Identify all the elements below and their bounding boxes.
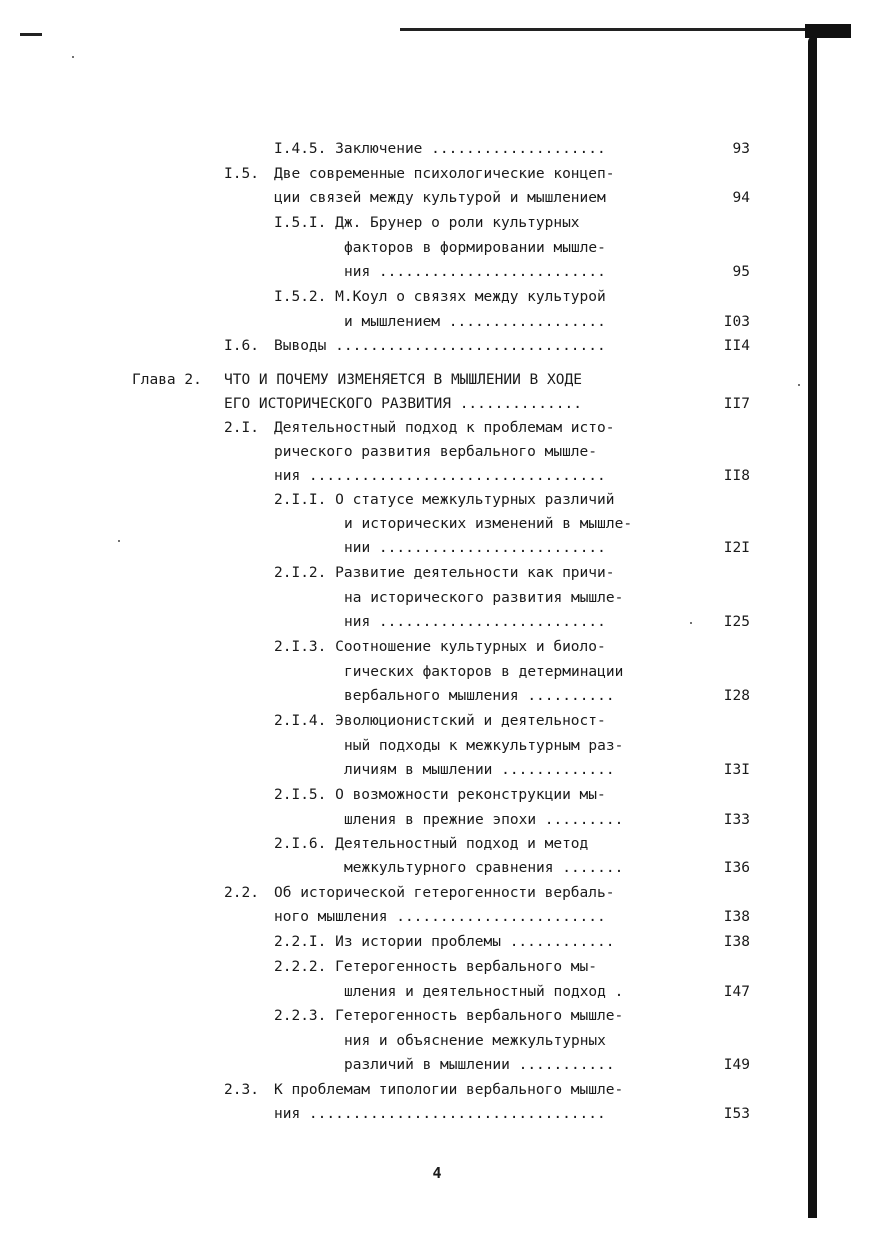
toc-entry — [0, 610, 874, 634]
toc-entry — [0, 310, 874, 334]
toc-entry-number: Глава 2. — [132, 372, 202, 388]
toc-entry-text: 2.2.3. Гетерогенность вербального мышле- — [274, 1008, 624, 1024]
scan-mark — [20, 33, 42, 36]
toc-entry-text: К проблемам типологии вербального мышле- — [274, 1082, 624, 1098]
scan-edge-top — [400, 28, 820, 31]
toc-entry-text: ния .................................. — [274, 1106, 606, 1122]
toc-entry — [0, 832, 874, 856]
toc-entry-page: II8 — [723, 468, 750, 484]
toc-entry-text: ния .......................... — [344, 264, 606, 280]
toc-entry-text: 2.2.I. Из истории проблемы ............ — [274, 934, 615, 950]
toc-entry-number: I.5. — [224, 166, 259, 182]
toc-entry-page: I25 — [723, 614, 750, 630]
page-number: 4 — [432, 1164, 442, 1182]
toc-entry — [0, 709, 874, 733]
toc-entry-number: 2.3. — [224, 1082, 259, 1098]
toc-entry-text: I.4.5. Заключение .................... — [274, 141, 606, 157]
toc-entry — [0, 783, 874, 807]
toc-entry — [0, 1053, 874, 1077]
toc-entry — [0, 488, 874, 512]
toc-entry — [0, 137, 874, 161]
toc-entry — [0, 561, 874, 585]
toc-entry-page: I53 — [723, 1106, 750, 1122]
toc-entry-text: 2.2.2. Гетерогенность вербального мы- — [274, 959, 598, 975]
toc-entry — [0, 368, 874, 392]
toc-entry-text: вербального мышления .......... — [344, 688, 615, 704]
toc-entry — [0, 660, 874, 684]
toc-entry — [0, 684, 874, 708]
toc-entry-text: ЕГО ИСТОРИЧЕСКОГО РАЗВИТИЯ .............. — [224, 396, 582, 412]
toc-entry-text: I.5.I. Дж. Брунер о роли культурных — [274, 215, 580, 231]
toc-entry-page: II7 — [723, 396, 750, 412]
toc-entry-page: I03 — [723, 314, 750, 330]
toc-entry-number: I.6. — [224, 338, 259, 354]
toc-entry-text: I.5.2. М.Коул о связях между культурой — [274, 289, 606, 305]
toc-entry-text: факторов в формировании мышле- — [344, 240, 606, 256]
toc-entry-text: ный подходы к межкультурным раз- — [344, 738, 624, 754]
toc-entry-text: 2.I.2. Развитие деятельности как причи- — [274, 565, 615, 581]
toc-entry-page: I49 — [723, 1057, 750, 1073]
toc-entry-text: различий в мышлении ........... — [344, 1057, 615, 1073]
toc-entry — [0, 930, 874, 954]
toc-entry — [0, 635, 874, 659]
toc-entry-page: 95 — [732, 264, 750, 280]
toc-entry-number: 2.2. — [224, 885, 259, 901]
toc-entry-text: гических факторов в детерминации — [344, 664, 624, 680]
toc-entry-text: шления и деятельностный подход . — [344, 984, 624, 1000]
toc-entry-page: I28 — [723, 688, 750, 704]
toc-entry — [0, 1029, 874, 1053]
toc-entry-page: I3I — [723, 762, 750, 778]
toc-entry — [0, 440, 874, 464]
toc-entry-text: Деятельностный подход к проблемам исто- — [274, 420, 615, 436]
toc-entry — [0, 1102, 874, 1126]
toc-entry-text: 2.I.6. Деятельностный подход и метод — [274, 836, 589, 852]
toc-entry — [0, 392, 874, 416]
toc-entry — [0, 980, 874, 1004]
toc-entry-text: межкультурного сравнения ....... — [344, 860, 624, 876]
toc-entry-page: 94 — [732, 190, 750, 206]
toc-entry — [0, 186, 874, 210]
toc-entry-page: I38 — [723, 934, 750, 950]
toc-entry-number: 2.I. — [224, 420, 259, 436]
toc-entry — [0, 758, 874, 782]
toc-entry-text: Выводы ............................... — [274, 338, 606, 354]
toc-entry-page: 93 — [732, 141, 750, 157]
toc-entry — [0, 536, 874, 560]
toc-entry-text: шления в прежние эпохи ......... — [344, 812, 624, 828]
toc-entry-text: 2.I.5. О возможности реконструкции мы- — [274, 787, 606, 803]
toc-entry-text: рического развития вербального мышле- — [274, 444, 598, 460]
toc-entry-text: ния .................................. — [274, 468, 606, 484]
toc-entry — [0, 1004, 874, 1028]
toc-entry-text: личиям в мышлении ............. — [344, 762, 615, 778]
toc-entry-text: Об исторической гетерогенности вербаль- — [274, 885, 615, 901]
toc-entry-page: I38 — [723, 909, 750, 925]
toc-entry-page: I33 — [723, 812, 750, 828]
toc-entry-text: ния .......................... — [344, 614, 606, 630]
toc-entry — [0, 334, 874, 358]
toc-entry-page: I36 — [723, 860, 750, 876]
toc-entry — [0, 285, 874, 309]
toc-entry — [0, 236, 874, 260]
toc-entry-text: Две современные психологические концеп- — [274, 166, 615, 182]
toc-entry — [0, 856, 874, 880]
toc-entry-text: ного мышления ........................ — [274, 909, 606, 925]
toc-entry-page: I2I — [723, 540, 750, 556]
toc-entry — [0, 905, 874, 929]
toc-entry-text: ЧТО И ПОЧЕМУ ИЗМЕНЯЕТСЯ В МЫШЛЕНИИ В ХОДЕ — [224, 372, 582, 388]
toc-entry — [0, 955, 874, 979]
toc-entry — [0, 808, 874, 832]
toc-entry-text: нии .......................... — [344, 540, 606, 556]
toc-entry — [0, 211, 874, 235]
toc-entry-text: и исторических изменений в мышле- — [344, 516, 633, 532]
toc-entry-text: и мышлением .................. — [344, 314, 606, 330]
scan-speck — [72, 56, 74, 58]
toc-entry — [0, 512, 874, 536]
toc-entry-text: 2.I.I. О статусе межкультурных различий — [274, 492, 615, 508]
toc-entry-text: ния и объяснение межкультурных — [344, 1033, 606, 1049]
toc-entry — [0, 586, 874, 610]
toc-entry-text: 2.I.4. Эволюционистский и деятельност- — [274, 713, 606, 729]
toc-entry — [0, 464, 874, 488]
toc-entry-text: ции связей между культурой и мышлением — [274, 190, 606, 206]
toc-entry — [0, 881, 874, 905]
toc-entry — [0, 260, 874, 284]
toc-entry-page: I47 — [723, 984, 750, 1000]
toc-entry-text: на исторического развития мышле- — [344, 590, 624, 606]
toc-entry — [0, 416, 874, 440]
toc-entry-page: II4 — [723, 338, 750, 354]
toc-entry — [0, 734, 874, 758]
toc-entry — [0, 1078, 874, 1102]
toc-entry-text: 2.I.3. Соотношение культурных и биоло- — [274, 639, 606, 655]
toc-entry — [0, 162, 874, 186]
